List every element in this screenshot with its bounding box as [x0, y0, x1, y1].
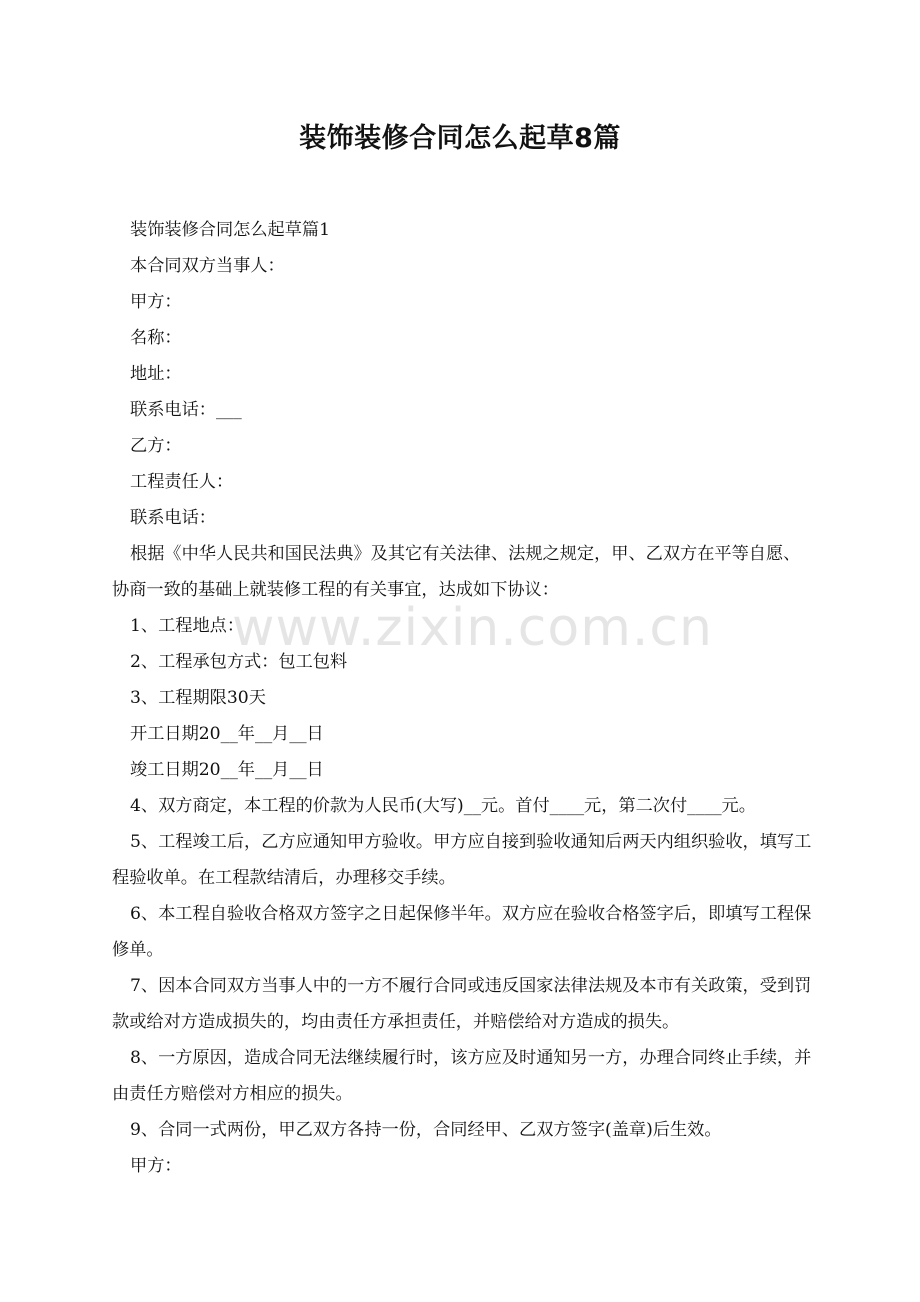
clause-item: 7、因本合同双方当事人中的一方不履行合同或违反国家法律法规及本市有关政策，受到罚款或给对方造成损失的，均由责任方承担责任，并赔偿给对方造成的损失。	[112, 976, 812, 1032]
document-title: 装饰装修合同怎么起草8篇	[299, 123, 621, 154]
paragraph: 联系电话：	[130, 508, 216, 528]
watermark: www.zixin.com.cn	[232, 598, 713, 658]
paragraph: 名称：	[130, 328, 182, 348]
paragraph: 本合同双方当事人：	[130, 256, 285, 276]
paragraph: 根据《中华人民共和国民法典》及其它有关法律、法规之规定，甲、乙双方在平等自愿、协商一致的基础上就装修工程的有关事宜，达成如下协议：	[112, 544, 801, 600]
paragraph: 竣工日期20__年__月__日	[130, 760, 324, 780]
clause-item: 9、合同一式两份，甲乙双方各持一份，合同经甲、乙双方签字(盖章)后生效。	[130, 1120, 722, 1140]
paragraph: 开工日期20__年__月__日	[130, 724, 324, 744]
section-heading: 装饰装修合同怎么起草篇1	[130, 220, 330, 240]
clause-item: 3、工程期限30天	[130, 688, 266, 708]
clause-item: 2、工程承包方式：包工包料	[130, 652, 348, 672]
clause-item: 1、工程地点：	[130, 616, 245, 636]
paragraph: 联系电话：___	[130, 400, 242, 420]
paragraph: 乙方：	[130, 436, 182, 456]
clause-item: 8、一方原因，造成合同无法继续履行时，该方应及时通知另一方，办理合同终止手续，并由责任方赔偿对方相应的损失。	[112, 1048, 812, 1104]
clause-item: 6、本工程自验收合格双方签字之日起保修半年。双方应在验收合格签字后，即填写工程保修单。	[112, 904, 812, 960]
clause-item: 4、双方商定，本工程的价款为人民币(大写)__元。首付____元，第二次付____元。	[130, 796, 756, 816]
paragraph: 甲方：	[130, 1156, 182, 1176]
paragraph: 地址：	[130, 364, 182, 384]
clause-item: 5、工程竣工后，乙方应通知甲方验收。甲方应自接到验收通知后两天内组织验收，填写工程验收单。在工程款结清后，办理移交手续。	[112, 832, 812, 888]
document-body	[112, 212, 812, 1184]
paragraph: 甲方：	[130, 292, 182, 312]
paragraph: 工程责任人：	[130, 472, 234, 492]
